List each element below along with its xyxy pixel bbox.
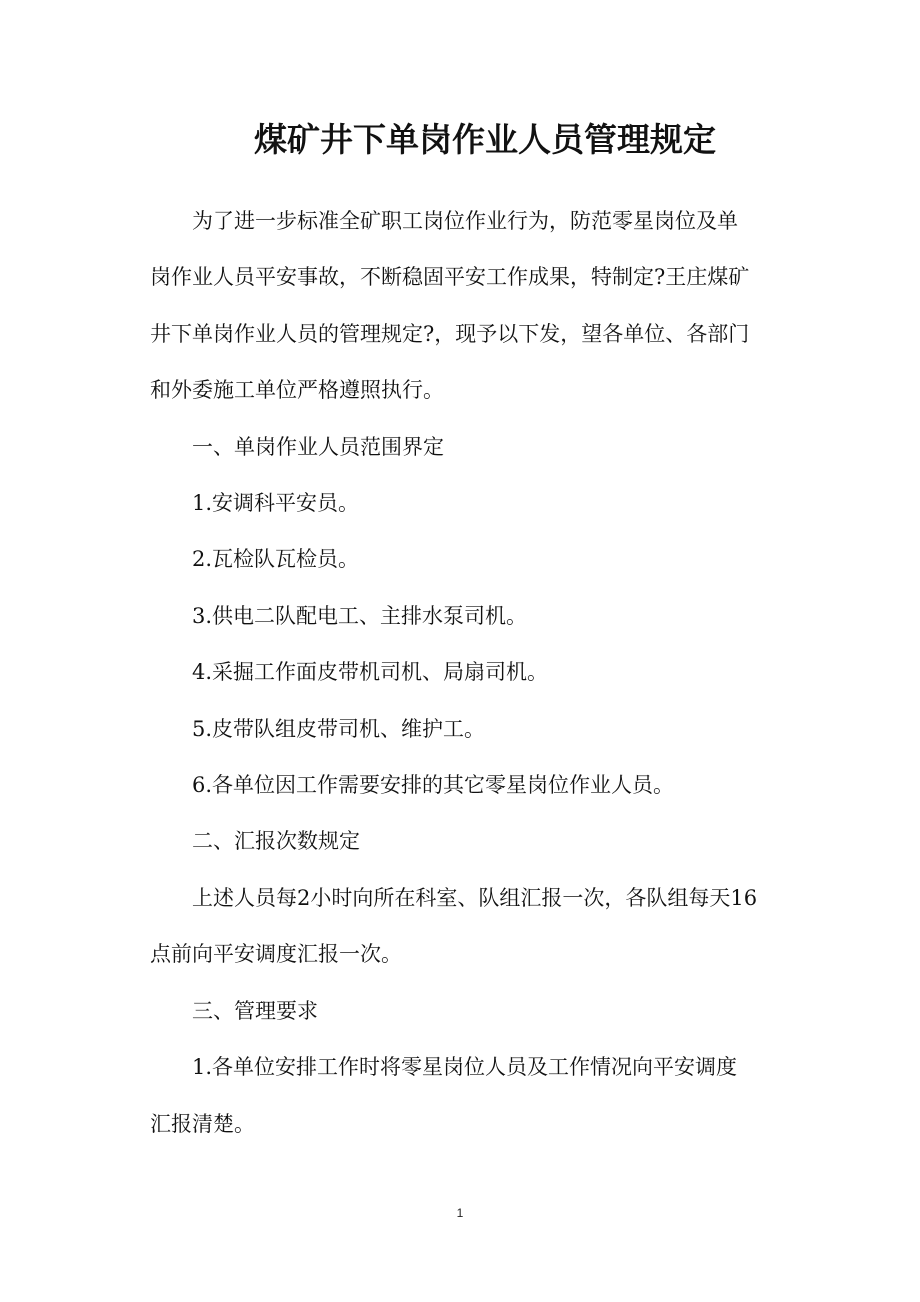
list-item: 6.各单位因工作需要安排的其它零星岗位作业人员。	[192, 773, 675, 798]
section3-heading: 三、管理要求	[192, 998, 318, 1023]
list-item: 4.采掘工作面皮带机司机、局扇司机。	[192, 660, 549, 685]
section2-heading: 二、汇报次数规定	[192, 829, 360, 854]
intro-line: 为了进一步标准全矿职工岗位作业行为，防范零星岗位及单	[192, 209, 738, 233]
section2-line: 上述人员每2小时向所在科室、队组汇报一次，各队组每天16	[192, 885, 758, 910]
section3-item	[150, 1039, 775, 1152]
intro-line: 井下单岗作业人员的管理规定?，现予以下发，望各单位、各部门	[150, 321, 750, 346]
document-title: 煤矿井下单岗作业人员管理规定	[254, 120, 716, 159]
list-item: 5.皮带队组皮带司机、维护工。	[192, 716, 486, 741]
page-number: 1	[456, 1206, 464, 1220]
section1-heading: 一、单岗作业人员范围界定	[192, 434, 444, 459]
intro-line: 岗作业人员平安事故，不断稳固平安工作成果，特制定?王庄煤矿	[150, 265, 750, 290]
section3-line: 汇报清楚。	[150, 1111, 255, 1136]
intro-paragraph	[150, 193, 775, 419]
section2-line: 点前向平安调度汇报一次。	[150, 942, 402, 967]
list-item: 2.瓦检队瓦检员。	[192, 547, 360, 572]
document-body	[150, 193, 775, 1152]
section2-paragraph	[150, 870, 775, 983]
list-item: 3.供电二队配电工、主排水泵司机。	[192, 603, 528, 628]
section3-line: 1.各单位安排工作时将零星岗位人员及工作情况向平安调度	[192, 1055, 738, 1080]
intro-line: 和外委施工单位严格遵照执行。	[150, 378, 444, 403]
list-item: 1.安调科平安员。	[192, 491, 360, 516]
